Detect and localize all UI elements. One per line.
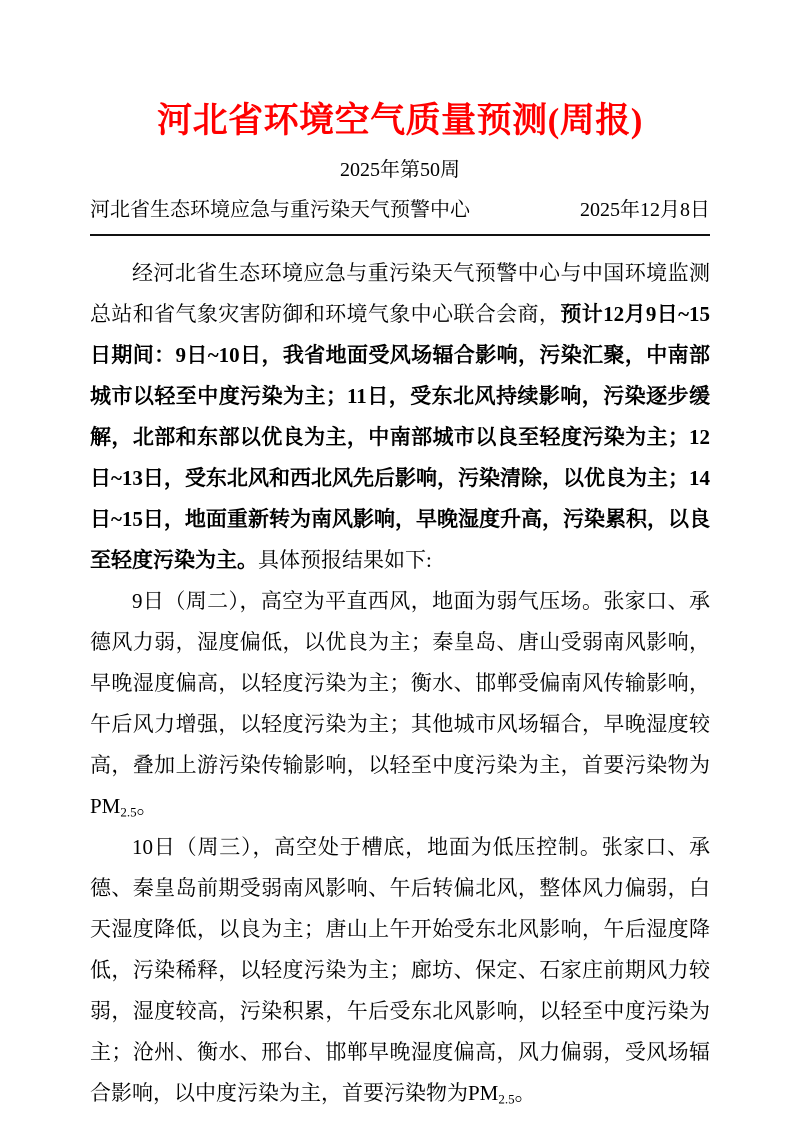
issue-date: 2025年12月8日 [580, 199, 710, 221]
paragraph [90, 827, 710, 1114]
subscript-text: 2.5 [120, 804, 137, 820]
text-run: 9日（周二），高空为平直西风，地面为弱气压场。张家口、承德风力弱，湿度偏低，以优良为主；秦皇岛、唐山受弱南风影响，早晚湿度偏高，以轻度污染为主；衡水、邯郸受偏南风传输影响，午后风力增强，以轻度污染为主；其他城市风场辐合，早晚湿度较高，叠加上游污染传输影响，以轻至中度污染为主，首要污染物为PM [90, 589, 710, 818]
document-subtitle: 2025年第50周 [340, 159, 460, 181]
issuing-organization: 河北省生态环境应急与重污染天气预警中心 [90, 199, 470, 221]
paragraph [90, 581, 710, 827]
subscript-text: 2.5 [498, 1091, 515, 1107]
header-divider [90, 234, 710, 236]
header-meta-row [90, 197, 710, 223]
document-body [90, 253, 710, 1114]
text-run: 。 [514, 1081, 536, 1105]
text-run: 10日（周三），高空处于槽底，地面为低压控制。张家口、承德、秦皇岛前期受弱南风影响、午后转偏北风，整体风力偏弱，白天湿度降低，以良为主；唐山上午开始受东北风影响，午后湿度降低，污染稀释，以轻度污染为主；廊坊、保定、石家庄前期风力较弱，湿度较高，污染积累，午后受东北风影响，以轻至中度污染为主；沧州、衡水、邢台、邯郸早晚湿度偏高，风力偏弱，受风场辐合影响，以中度污染为主，首要污染物为PM [90, 835, 710, 1105]
text-run: 经河北省生态环境应急与重污染天气预警中心与中国环境监测总站和省气象灾害防御和环境气象中心联合会商， [90, 261, 710, 326]
text-run: 。 [136, 794, 158, 818]
paragraph [90, 253, 710, 581]
bold-text-run: 预计12月9日~15日期间：9日~10日，我省地面受风场辐合影响，污染汇聚，中南部城市以轻至中度污染为主；11日，受东北风持续影响，污染逐步缓解，北部和东部以优良为主，中南部城市以良至轻度污染为主；12日~13日，受东北风和西北风先后影响，污染清除，以优良为主；14日~15日，地面重新转为南风影响，早晚湿度升高，污染累积，以良至轻度污染为主。 [90, 302, 710, 572]
document-title: 河北省环境空气质量预测(周报) [157, 101, 643, 140]
text-run: 具体预报结果如下: [258, 548, 432, 572]
